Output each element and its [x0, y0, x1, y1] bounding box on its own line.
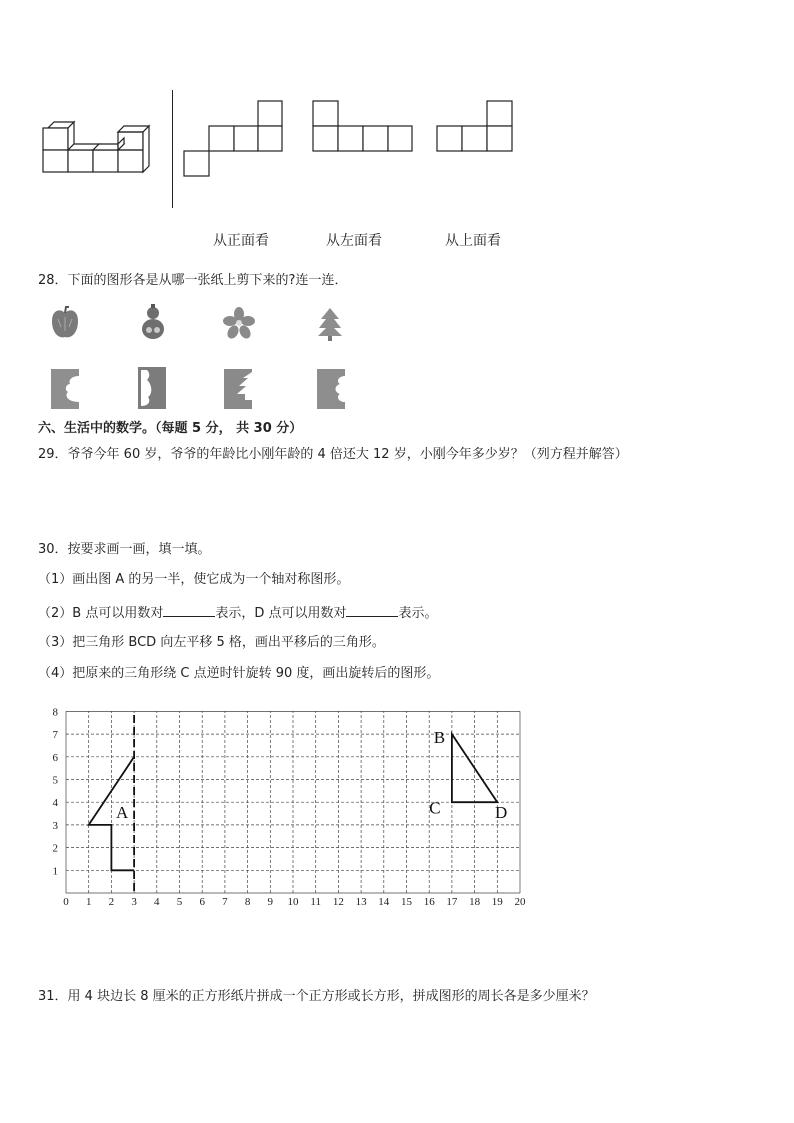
x-tick-label: 12: [332, 896, 344, 908]
x-tick-label: 19: [491, 896, 503, 908]
section-6-title: 六、生活中的数学。（每题 5 分， 共 30 分）: [38, 421, 303, 436]
x-tick-label: 20: [514, 896, 526, 908]
x-tick-label: 8: [244, 896, 251, 908]
left-view-figure: [312, 100, 414, 154]
y-tick-label: 1: [52, 865, 58, 878]
part-2-text-a: （2）B 点可以用数对: [38, 606, 164, 621]
x-tick-label: 0: [63, 896, 69, 908]
x-tick-label: 13: [355, 896, 367, 908]
y-tick-label: 8: [52, 706, 58, 719]
cube-solid-figure: [38, 118, 158, 180]
x-tick-label: 10: [287, 896, 299, 908]
label-c: C: [429, 798, 441, 818]
x-tick-label: 17: [446, 896, 458, 908]
paper-piece-1: [50, 368, 80, 410]
y-tick-label: 7: [52, 729, 58, 742]
x-tick-label: 18: [469, 896, 481, 908]
top-view-figure: [436, 100, 514, 154]
y-tick-label: 5: [52, 774, 58, 787]
answer-blank-b[interactable]: [163, 604, 215, 617]
y-tick-label: 2: [52, 842, 58, 855]
paper-piece-4: [316, 368, 346, 410]
y-tick-label: 6: [52, 751, 58, 764]
x-tick-label: 11: [310, 896, 321, 908]
question-30-part-1: （1）画出图 A 的另一半，使它成为一个轴对称图形。: [38, 572, 350, 587]
x-tick-label: 7: [222, 896, 228, 908]
label-b: B: [433, 728, 446, 748]
x-tick-label: 5: [176, 896, 183, 908]
gourd-icon: [138, 303, 168, 341]
x-tick-label: 16: [423, 896, 435, 908]
x-tick-label: 1: [85, 896, 92, 908]
question-31-text: 31．用 4 块边长 8 厘米的正方形纸片拼成一个正方形或长方形，拼成图形的周长各是多少厘米？: [38, 989, 595, 1004]
question-28-text: 28．下面的图形各是从哪一张纸上剪下来的?连一连．: [38, 273, 348, 288]
part-2-text-c: 表示。: [398, 606, 438, 621]
label-a: A: [115, 803, 129, 823]
tree-icon: [316, 306, 344, 342]
label-d: D: [495, 803, 508, 823]
x-tick-label: 9: [267, 896, 274, 908]
label-top-view: 从上面看: [445, 233, 501, 249]
question-29-text: 29．爷爷今年 60 岁，爷爷的年龄比小刚年龄的 4 倍还大 12 岁，小刚今年多少岁？（列方程并解答）: [38, 447, 628, 462]
x-tick-label: 15: [401, 896, 412, 908]
front-view-figure: [183, 100, 283, 178]
paper-piece-2: [137, 366, 167, 410]
question-30-text: 30．按要求画一画，填一填。: [38, 542, 211, 557]
y-tick-label: 4: [52, 797, 58, 810]
question-30-part-4: （4）把原来的三角形绕 C 点逆时针旋转 90 度，画出旋转后的图形。: [38, 666, 440, 681]
label-left-view: 从左面看: [326, 233, 382, 249]
label-front-view: 从正面看: [213, 233, 269, 249]
x-tick-label: 4: [154, 896, 160, 908]
question-30-part-3: （3）把三角形 BCD 向左平移 5 格，画出平移后的三角形。: [38, 635, 385, 650]
question-30-part-2: [38, 604, 438, 622]
coordinate-grid: [40, 700, 540, 912]
x-tick-label: 2: [108, 896, 115, 908]
x-tick-label: 14: [378, 896, 390, 908]
x-tick-label: 6: [199, 896, 205, 908]
answer-blank-d[interactable]: [346, 604, 398, 617]
flower-icon: [222, 306, 256, 340]
separator-line: [172, 90, 173, 208]
x-tick-label: 3: [131, 896, 137, 908]
apple-icon: [50, 305, 80, 341]
y-tick-label: 3: [52, 819, 58, 832]
paper-piece-3: [223, 368, 253, 410]
part-2-text-b: 表示，D 点可以用数对: [215, 606, 347, 621]
